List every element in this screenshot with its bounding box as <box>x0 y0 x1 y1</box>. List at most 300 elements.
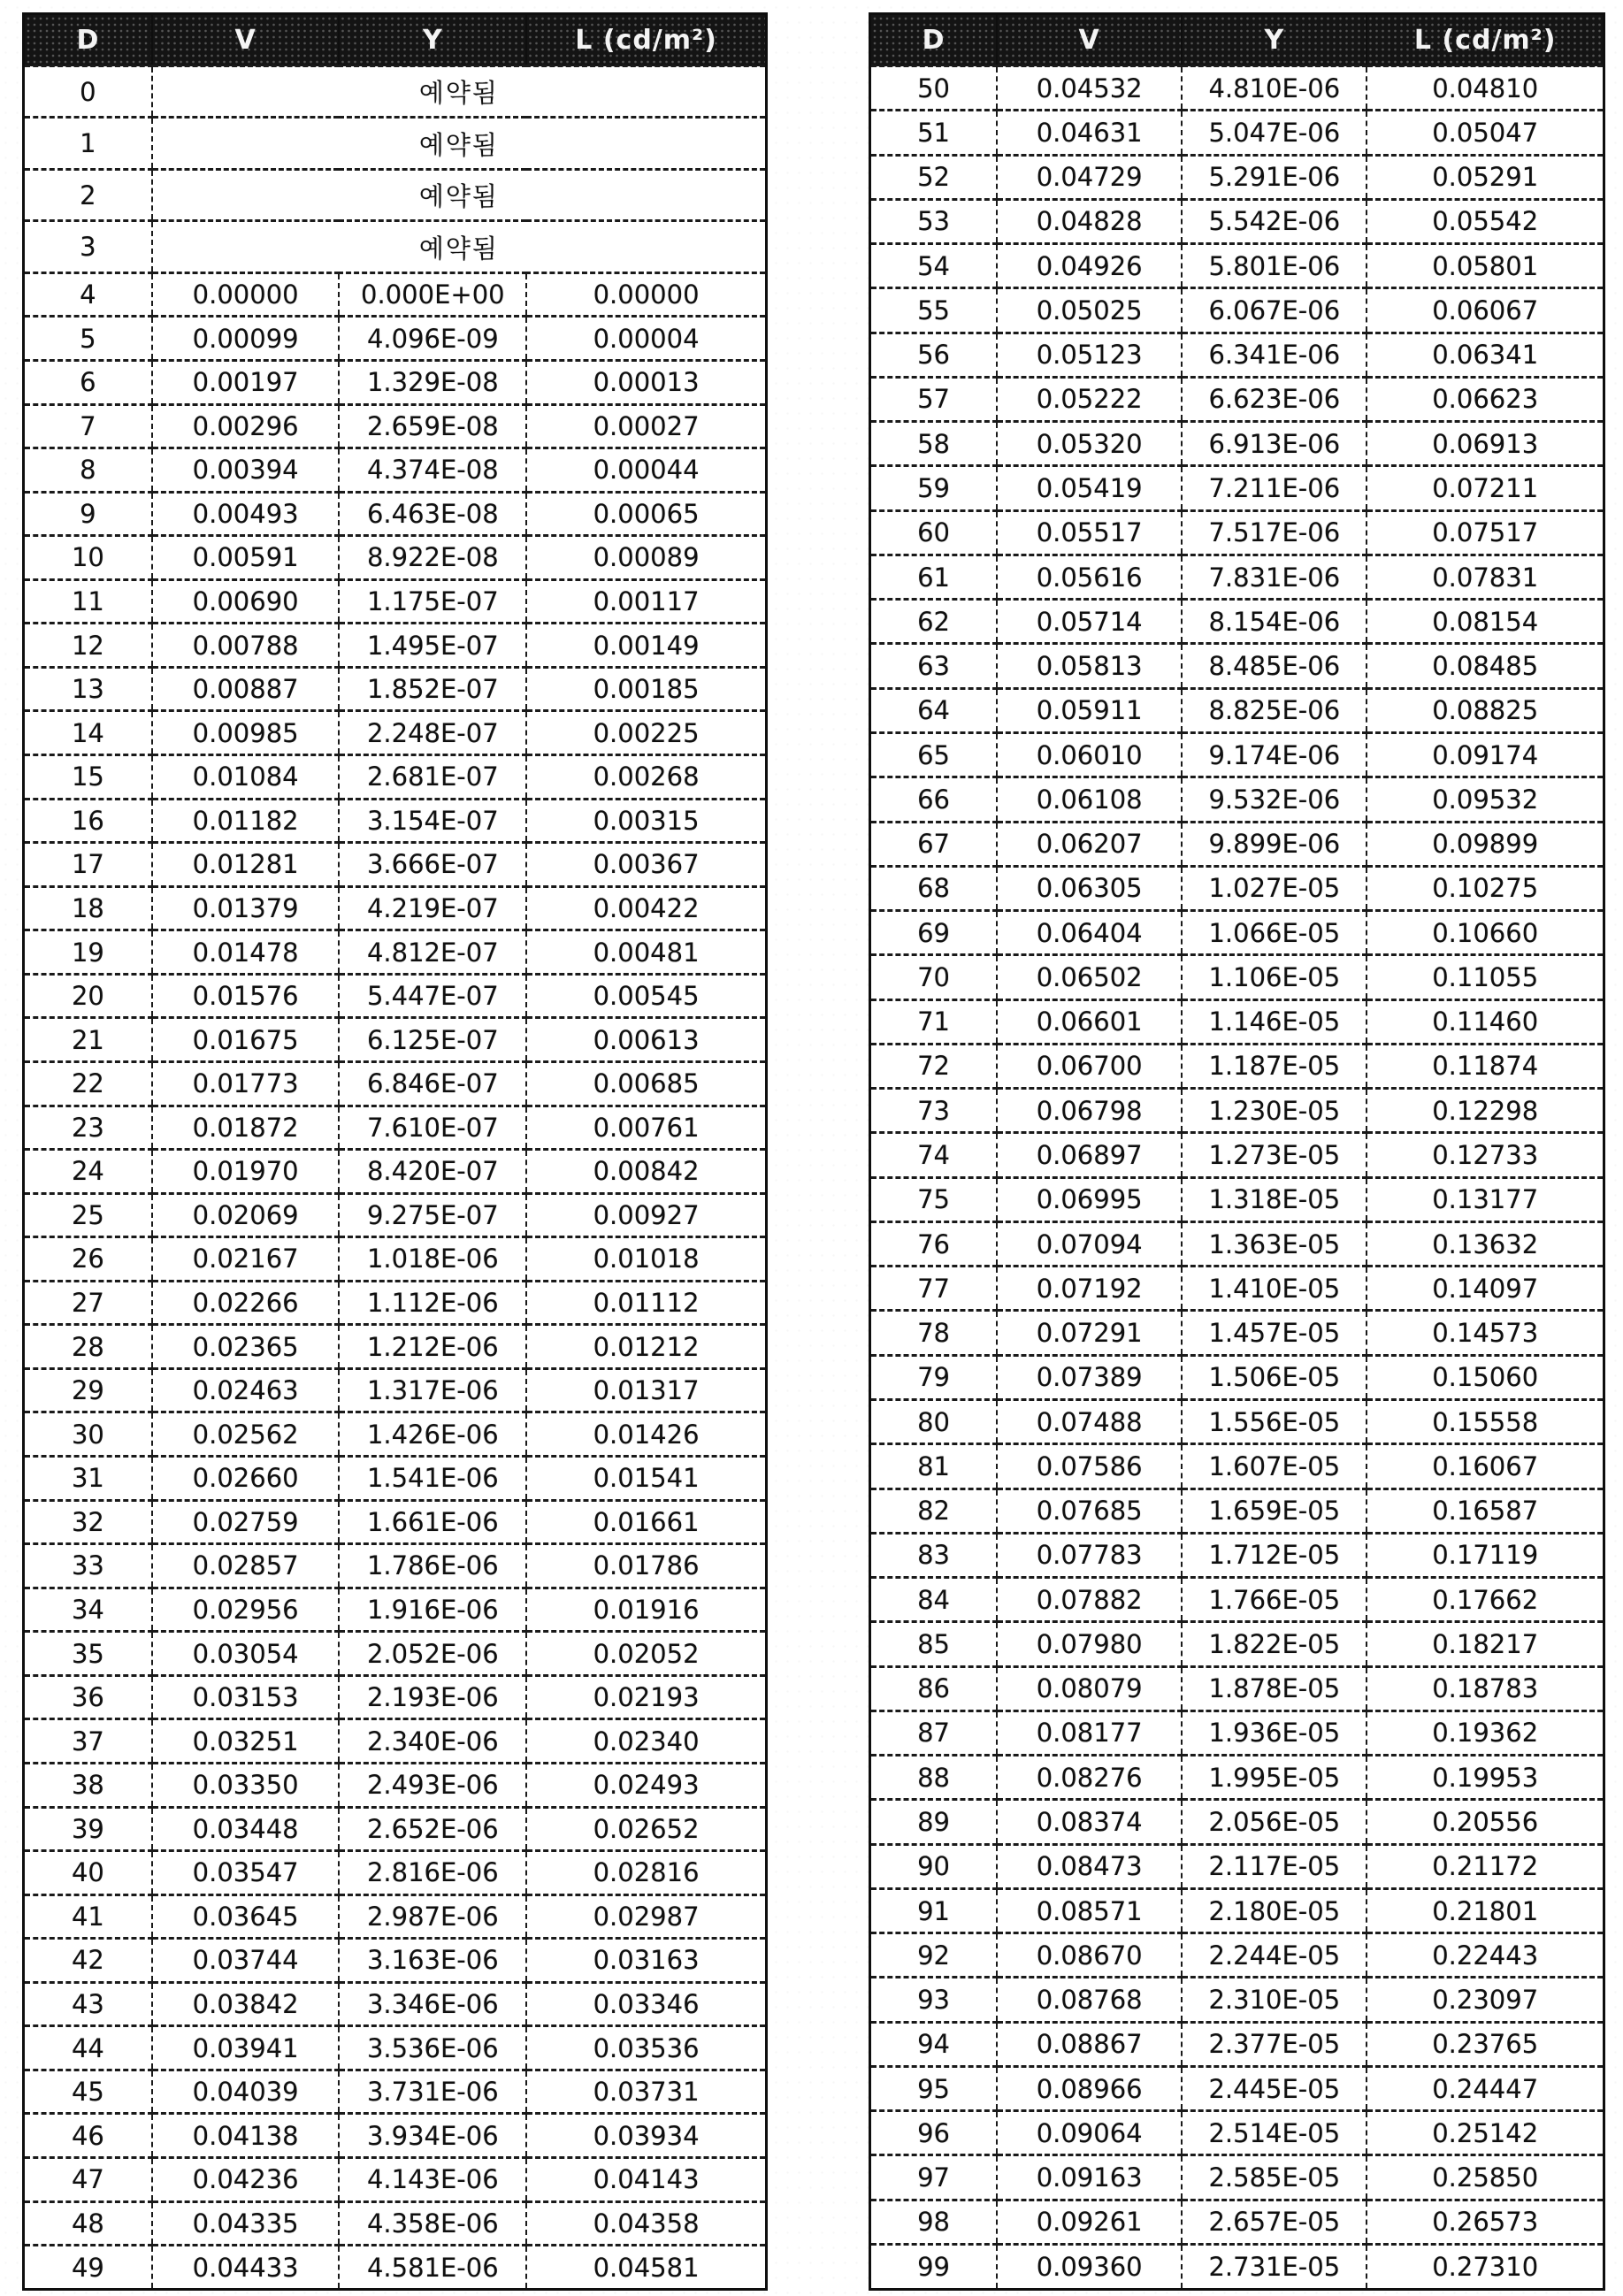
cell-value-v: 0.08768 <box>997 1978 1182 2022</box>
cell-value-y: 2.117E-05 <box>1182 1844 1367 1888</box>
cell-value-y: 2.816E-06 <box>339 1851 526 1895</box>
cell-value-y: 2.180E-05 <box>1182 1888 1367 1932</box>
cell-value-y: 4.374E-08 <box>339 448 526 493</box>
cell-value-y: 7.831E-06 <box>1182 555 1367 599</box>
cell-value-y: 1.112E-06 <box>339 1281 526 1325</box>
cell-index-d: 80 <box>870 1399 998 1443</box>
table-row <box>24 667 767 711</box>
table-row <box>870 732 1604 777</box>
table-row <box>870 1133 1604 1177</box>
cell-index-d: 58 <box>870 422 998 466</box>
cell-value-l: 0.00927 <box>526 1193 766 1237</box>
column-header-y: Y <box>1182 14 1367 66</box>
cell-value-v: 0.04926 <box>997 244 1182 288</box>
table-row <box>24 118 767 169</box>
cell-index-d: 38 <box>24 1763 152 1807</box>
cell-index-d: 69 <box>870 911 998 955</box>
cell-value-v: 0.09360 <box>997 2245 1182 2290</box>
cell-value-l: 0.03934 <box>526 2114 766 2158</box>
cell-value-v: 0.00000 <box>152 272 340 317</box>
table-row <box>870 555 1604 599</box>
cell-value-v: 0.02463 <box>152 1368 340 1412</box>
table-row <box>870 777 1604 822</box>
cell-value-l: 0.15558 <box>1367 1399 1604 1443</box>
cell-value-y: 4.358E-06 <box>339 2201 526 2246</box>
table-row <box>24 1588 767 1632</box>
cell-value-l: 0.02193 <box>526 1675 766 1719</box>
cell-value-y: 1.106E-05 <box>1182 955 1367 999</box>
table-row <box>24 2026 767 2070</box>
table-row <box>870 1489 1604 1533</box>
cell-value-l: 0.01661 <box>526 1500 766 1544</box>
cell-value-l: 0.04810 <box>1367 66 1604 111</box>
cell-value-v: 0.03153 <box>152 1675 340 1719</box>
cell-value-y: 1.659E-05 <box>1182 1489 1367 1533</box>
table-row <box>870 1711 1604 1755</box>
table-row <box>24 579 767 624</box>
cell-value-v: 0.06207 <box>997 822 1182 866</box>
cell-value-l: 0.24447 <box>1367 2066 1604 2110</box>
cell-value-v: 0.06502 <box>997 955 1182 999</box>
cell-value-l: 0.21801 <box>1367 1888 1604 1932</box>
cell-value-l: 0.06067 <box>1367 288 1604 333</box>
cell-value-l: 0.10275 <box>1367 866 1604 910</box>
table-row <box>24 1237 767 1282</box>
cell-value-y: 1.363E-05 <box>1182 1221 1367 1266</box>
cell-value-v: 0.06995 <box>997 1177 1182 1221</box>
cell-value-y: 1.230E-05 <box>1182 1089 1367 1133</box>
cell-reserved: 예약됨 <box>152 221 767 272</box>
cell-value-y: 1.329E-08 <box>339 360 526 404</box>
cell-value-l: 0.00004 <box>526 317 766 361</box>
table-row <box>24 1763 767 1807</box>
cell-index-d: 74 <box>870 1133 998 1177</box>
table-row <box>870 2155 1604 2200</box>
cell-value-y: 2.248E-07 <box>339 711 526 755</box>
cell-value-v: 0.00493 <box>152 492 340 536</box>
cell-value-v: 0.05517 <box>997 510 1182 555</box>
cell-index-d: 29 <box>24 1368 152 1412</box>
table-row <box>24 1894 767 1939</box>
cell-value-y: 9.275E-07 <box>339 1193 526 1237</box>
cell-value-l: 0.00044 <box>526 448 766 493</box>
cell-value-y: 1.457E-05 <box>1182 1311 1367 1355</box>
table-row <box>24 1851 767 1895</box>
cell-value-y: 1.018E-06 <box>339 1237 526 1282</box>
cell-value-y: 6.463E-08 <box>339 492 526 536</box>
cell-index-d: 63 <box>870 644 998 688</box>
cell-value-v: 0.06010 <box>997 732 1182 777</box>
cell-index-d: 40 <box>24 1851 152 1895</box>
cell-value-y: 4.812E-07 <box>339 930 526 975</box>
cell-index-d: 22 <box>24 1061 152 1106</box>
cell-index-d: 79 <box>870 1355 998 1399</box>
cell-value-y: 1.766E-05 <box>1182 1578 1367 1622</box>
cell-value-v: 0.08867 <box>997 2022 1182 2066</box>
cell-value-l: 0.19953 <box>1367 1756 1604 1800</box>
column-header-l: L (cd/m²) <box>526 14 766 66</box>
cell-value-l: 0.00268 <box>526 755 766 800</box>
column-header-y: Y <box>339 14 526 66</box>
cell-index-d: 51 <box>870 111 998 155</box>
table-row <box>24 1457 767 1501</box>
table-row <box>24 272 767 317</box>
cell-index-d: 16 <box>24 799 152 843</box>
table-row <box>870 1666 1604 1711</box>
cell-value-l: 0.17119 <box>1367 1533 1604 1577</box>
table-row <box>870 644 1604 688</box>
cell-value-y: 7.517E-06 <box>1182 510 1367 555</box>
table-row <box>24 2114 767 2158</box>
cell-index-d: 6 <box>24 360 152 404</box>
cell-value-y: 6.913E-06 <box>1182 422 1367 466</box>
cell-value-v: 0.01970 <box>152 1150 340 1194</box>
cell-value-v: 0.02956 <box>152 1588 340 1632</box>
cell-value-l: 0.09532 <box>1367 777 1604 822</box>
cell-value-y: 5.801E-06 <box>1182 244 1367 288</box>
cell-index-d: 0 <box>24 66 152 118</box>
table-row <box>24 1982 767 2026</box>
cell-value-l: 0.06623 <box>1367 377 1604 421</box>
cell-index-d: 75 <box>870 1177 998 1221</box>
table-row <box>24 536 767 580</box>
cell-value-y: 4.581E-06 <box>339 2246 526 2290</box>
cell-value-l: 0.04358 <box>526 2201 766 2246</box>
cell-value-v: 0.03448 <box>152 1807 340 1851</box>
cell-value-y: 1.175E-07 <box>339 579 526 624</box>
table-row <box>870 1533 1604 1577</box>
cell-value-l: 0.08825 <box>1367 688 1604 732</box>
cell-value-y: 6.067E-06 <box>1182 288 1367 333</box>
cell-index-d: 66 <box>870 777 998 822</box>
table-row <box>24 1368 767 1412</box>
table-row <box>870 1355 1604 1399</box>
cell-value-v: 0.06305 <box>997 866 1182 910</box>
cell-value-y: 3.163E-06 <box>339 1939 526 1983</box>
cell-index-d: 24 <box>24 1150 152 1194</box>
cell-value-y: 9.532E-06 <box>1182 777 1367 822</box>
cell-value-l: 0.03346 <box>526 1982 766 2026</box>
cell-index-d: 5 <box>24 317 152 361</box>
cell-value-l: 0.11874 <box>1367 1044 1604 1088</box>
cell-value-v: 0.04828 <box>997 199 1182 243</box>
cell-index-d: 39 <box>24 1807 152 1851</box>
cell-value-y: 1.146E-05 <box>1182 999 1367 1044</box>
cell-value-l: 0.02493 <box>526 1763 766 1807</box>
cell-index-d: 64 <box>870 688 998 732</box>
table-row <box>24 1281 767 1325</box>
cell-index-d: 57 <box>870 377 998 421</box>
cell-value-y: 2.377E-05 <box>1182 2022 1367 2066</box>
cell-value-y: 2.052E-06 <box>339 1632 526 1676</box>
cell-index-d: 76 <box>870 1221 998 1266</box>
cell-value-v: 0.08670 <box>997 1933 1182 1978</box>
cell-value-v: 0.06897 <box>997 1133 1182 1177</box>
cell-value-v: 0.00985 <box>152 711 340 755</box>
cell-index-d: 87 <box>870 1711 998 1755</box>
cell-value-v: 0.05714 <box>997 600 1182 644</box>
table-row <box>870 1933 1604 1978</box>
cell-value-l: 0.16067 <box>1367 1444 1604 1489</box>
table-row <box>870 1267 1604 1311</box>
cell-index-d: 19 <box>24 930 152 975</box>
cell-value-v: 0.04433 <box>152 2246 340 2290</box>
cell-value-l: 0.18783 <box>1367 1666 1604 1711</box>
cell-value-y: 8.825E-06 <box>1182 688 1367 732</box>
cell-value-v: 0.04532 <box>997 66 1182 111</box>
cell-value-y: 3.536E-06 <box>339 2026 526 2070</box>
cell-index-d: 60 <box>870 510 998 555</box>
cell-index-d: 41 <box>24 1894 152 1939</box>
cell-index-d: 27 <box>24 1281 152 1325</box>
cell-value-v: 0.07685 <box>997 1489 1182 1533</box>
cell-value-l: 0.14573 <box>1367 1311 1604 1355</box>
cell-value-y: 2.493E-06 <box>339 1763 526 1807</box>
cell-index-d: 1 <box>24 118 152 169</box>
cell-value-v: 0.06108 <box>997 777 1182 822</box>
cell-value-v: 0.03744 <box>152 1939 340 1983</box>
cell-reserved: 예약됨 <box>152 169 767 220</box>
cell-reserved: 예약됨 <box>152 66 767 118</box>
cell-value-v: 0.05320 <box>997 422 1182 466</box>
cell-value-y: 2.987E-06 <box>339 1894 526 1939</box>
cell-value-l: 0.00225 <box>526 711 766 755</box>
cell-value-l: 0.01916 <box>526 1588 766 1632</box>
cell-value-y: 7.211E-06 <box>1182 466 1367 510</box>
cell-value-v: 0.08571 <box>997 1888 1182 1932</box>
cell-value-l: 0.23765 <box>1367 2022 1604 2066</box>
cell-value-l: 0.04143 <box>526 2158 766 2202</box>
cell-value-l: 0.10660 <box>1367 911 1604 955</box>
column-header-d: D <box>24 14 152 66</box>
cell-value-y: 1.712E-05 <box>1182 1533 1367 1577</box>
cell-value-l: 0.07831 <box>1367 555 1604 599</box>
cell-value-y: 1.187E-05 <box>1182 1044 1367 1088</box>
cell-value-v: 0.05813 <box>997 644 1182 688</box>
cell-value-l: 0.01426 <box>526 1412 766 1457</box>
cell-value-y: 2.657E-05 <box>1182 2200 1367 2244</box>
cell-index-d: 18 <box>24 886 152 930</box>
cell-value-v: 0.00788 <box>152 624 340 668</box>
table-row <box>870 1311 1604 1355</box>
cell-value-y: 6.341E-06 <box>1182 333 1367 377</box>
cell-value-v: 0.07094 <box>997 1221 1182 1266</box>
cell-value-y: 1.661E-06 <box>339 1500 526 1544</box>
cell-index-d: 89 <box>870 1800 998 1844</box>
cell-value-l: 0.08154 <box>1367 600 1604 644</box>
cell-value-l: 0.00149 <box>526 624 766 668</box>
cell-value-y: 1.607E-05 <box>1182 1444 1367 1489</box>
cell-value-y: 8.420E-07 <box>339 1150 526 1194</box>
table-row <box>24 1061 767 1106</box>
cell-value-v: 0.06700 <box>997 1044 1182 1088</box>
cell-value-y: 6.846E-07 <box>339 1061 526 1106</box>
cell-value-l: 0.12733 <box>1367 1133 1604 1177</box>
table-body <box>24 66 767 2290</box>
cell-value-v: 0.01182 <box>152 799 340 843</box>
cell-value-v: 0.02266 <box>152 1281 340 1325</box>
cell-value-y: 2.585E-05 <box>1182 2155 1367 2200</box>
cell-value-v: 0.05123 <box>997 333 1182 377</box>
table-row <box>870 1177 1604 1221</box>
cell-value-y: 2.056E-05 <box>1182 1800 1367 1844</box>
cell-value-l: 0.20556 <box>1367 1800 1604 1844</box>
table-row <box>870 1800 1604 1844</box>
cell-value-y: 9.899E-06 <box>1182 822 1367 866</box>
cell-value-l: 0.00685 <box>526 1061 766 1106</box>
cell-index-d: 35 <box>24 1632 152 1676</box>
cell-value-v: 0.07980 <box>997 1622 1182 1666</box>
cell-index-d: 93 <box>870 1978 998 2022</box>
table-row <box>24 317 767 361</box>
table-row <box>870 510 1604 555</box>
cell-index-d: 86 <box>870 1666 998 1711</box>
cell-index-d: 56 <box>870 333 998 377</box>
cell-index-d: 13 <box>24 667 152 711</box>
cell-index-d: 94 <box>870 2022 998 2066</box>
table-row <box>24 2070 767 2114</box>
cell-value-l: 0.25142 <box>1367 2111 1604 2155</box>
cell-value-v: 0.03645 <box>152 1894 340 1939</box>
table-row <box>870 1089 1604 1133</box>
cell-value-v: 0.00591 <box>152 536 340 580</box>
table-body <box>870 66 1604 2290</box>
cell-value-v: 0.01084 <box>152 755 340 800</box>
cell-value-l: 0.06341 <box>1367 333 1604 377</box>
cell-value-l: 0.18217 <box>1367 1622 1604 1666</box>
cell-value-v: 0.05222 <box>997 377 1182 421</box>
cell-value-l: 0.13632 <box>1367 1221 1604 1266</box>
cell-value-v: 0.02660 <box>152 1457 340 1501</box>
cell-value-l: 0.21172 <box>1367 1844 1604 1888</box>
table-row <box>870 377 1604 421</box>
cell-value-l: 0.11460 <box>1367 999 1604 1044</box>
table-row <box>24 360 767 404</box>
table-row <box>870 2111 1604 2155</box>
cell-value-v: 0.01576 <box>152 974 340 1018</box>
cell-value-l: 0.23097 <box>1367 1978 1604 2022</box>
cell-value-v: 0.01773 <box>152 1061 340 1106</box>
table-row <box>24 448 767 493</box>
table-row <box>24 1325 767 1369</box>
cell-value-v: 0.06404 <box>997 911 1182 955</box>
cell-value-y: 1.410E-05 <box>1182 1267 1367 1311</box>
cell-index-d: 55 <box>870 288 998 333</box>
cell-value-l: 0.00065 <box>526 492 766 536</box>
cell-value-y: 4.219E-07 <box>339 886 526 930</box>
cell-value-v: 0.04335 <box>152 2201 340 2246</box>
cell-index-d: 46 <box>24 2114 152 2158</box>
cell-index-d: 53 <box>870 199 998 243</box>
cell-index-d: 70 <box>870 955 998 999</box>
cell-value-v: 0.07586 <box>997 1444 1182 1489</box>
cell-index-d: 33 <box>24 1544 152 1588</box>
table-row <box>24 1018 767 1062</box>
cell-value-y: 3.731E-06 <box>339 2070 526 2114</box>
cell-value-l: 0.00367 <box>526 843 766 887</box>
table-row <box>24 1807 767 1851</box>
cell-value-y: 2.681E-07 <box>339 755 526 800</box>
cell-index-d: 30 <box>24 1412 152 1457</box>
cell-index-d: 48 <box>24 2201 152 2246</box>
cell-index-d: 61 <box>870 555 998 599</box>
table-row <box>870 155 1604 199</box>
cell-index-d: 20 <box>24 974 152 1018</box>
cell-value-y: 1.426E-06 <box>339 1412 526 1457</box>
cell-value-l: 0.02987 <box>526 1894 766 1939</box>
cell-value-y: 3.934E-06 <box>339 2114 526 2158</box>
cell-value-y: 2.731E-05 <box>1182 2245 1367 2290</box>
header-row <box>24 14 767 66</box>
cell-value-v: 0.03547 <box>152 1851 340 1895</box>
cell-value-l: 0.16587 <box>1367 1489 1604 1533</box>
table-row <box>24 624 767 668</box>
cell-value-y: 4.810E-06 <box>1182 66 1367 111</box>
cell-value-v: 0.03054 <box>152 1632 340 1676</box>
table-row <box>24 1544 767 1588</box>
cell-value-l: 0.00117 <box>526 579 766 624</box>
cell-index-d: 12 <box>24 624 152 668</box>
cell-index-d: 90 <box>870 1844 998 1888</box>
cell-value-v: 0.05419 <box>997 466 1182 510</box>
table-row <box>870 1844 1604 1888</box>
cell-value-y: 1.822E-05 <box>1182 1622 1367 1666</box>
cell-index-d: 83 <box>870 1533 998 1577</box>
cell-value-v: 0.02365 <box>152 1325 340 1369</box>
cell-index-d: 59 <box>870 466 998 510</box>
cell-value-y: 2.310E-05 <box>1182 1978 1367 2022</box>
table-row <box>870 111 1604 155</box>
cell-value-v: 0.01675 <box>152 1018 340 1062</box>
table-row <box>24 221 767 272</box>
cell-index-d: 82 <box>870 1489 998 1533</box>
cell-index-d: 62 <box>870 600 998 644</box>
cell-index-d: 21 <box>24 1018 152 1062</box>
table-row <box>870 955 1604 999</box>
cell-value-l: 0.05801 <box>1367 244 1604 288</box>
cell-index-d: 73 <box>870 1089 998 1133</box>
column-header-l: L (cd/m²) <box>1367 14 1604 66</box>
cell-index-d: 34 <box>24 1588 152 1632</box>
table-row <box>24 1150 767 1194</box>
table-row <box>870 999 1604 1044</box>
cell-value-l: 0.03536 <box>526 2026 766 2070</box>
cell-value-v: 0.04631 <box>997 111 1182 155</box>
table-row <box>24 1632 767 1676</box>
cell-value-l: 0.05291 <box>1367 155 1604 199</box>
table-row <box>870 466 1604 510</box>
cell-value-v: 0.05911 <box>997 688 1182 732</box>
cell-value-l: 0.01317 <box>526 1368 766 1412</box>
cell-value-v: 0.07783 <box>997 1533 1182 1577</box>
table-row <box>870 1444 1604 1489</box>
cell-value-v: 0.08374 <box>997 1800 1182 1844</box>
table-row <box>870 1044 1604 1088</box>
cell-value-y: 8.922E-08 <box>339 536 526 580</box>
cell-value-v: 0.03842 <box>152 1982 340 2026</box>
cell-index-d: 37 <box>24 1719 152 1764</box>
cell-value-y: 1.786E-06 <box>339 1544 526 1588</box>
cell-value-y: 5.447E-07 <box>339 974 526 1018</box>
cell-value-y: 2.340E-06 <box>339 1719 526 1764</box>
cell-index-d: 23 <box>24 1106 152 1150</box>
cell-value-v: 0.09163 <box>997 2155 1182 2200</box>
table-header <box>24 14 767 66</box>
table-row <box>24 1193 767 1237</box>
cell-value-v: 0.07488 <box>997 1399 1182 1443</box>
cell-index-d: 47 <box>24 2158 152 2202</box>
cell-value-y: 1.212E-06 <box>339 1325 526 1369</box>
